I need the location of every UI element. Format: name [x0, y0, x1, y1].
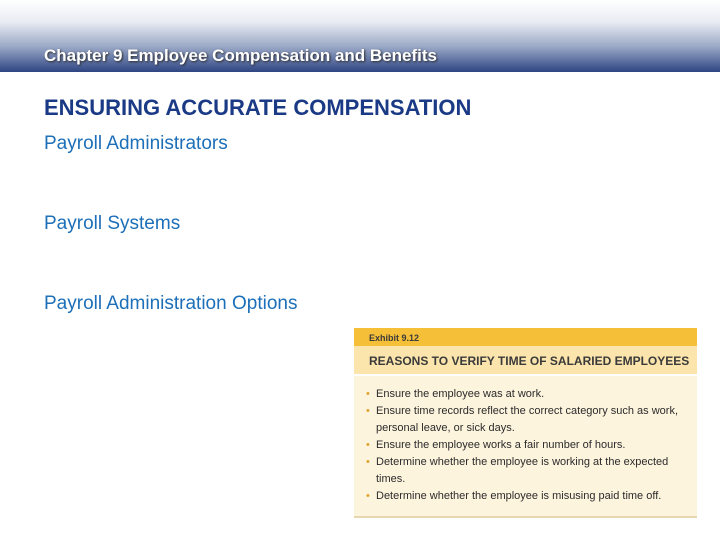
chapter-title: Chapter 9 Employee Compensation and Benefits	[44, 46, 437, 65]
bullet-icon: •	[366, 456, 370, 468]
list-item-text: Ensure the employee was at work.	[376, 388, 545, 400]
list-item-text: Determine whether the employee is working at the expected times.	[376, 456, 669, 485]
bullet-icon: •	[366, 388, 370, 400]
slide-title: ENSURING ACCURATE COMPENSATION	[44, 95, 472, 120]
list-item-text: Determine whether the employee is misusing paid time off.	[376, 490, 662, 502]
bullet-icon: •	[366, 405, 370, 417]
exhibit-label: Exhibit 9.12	[354, 328, 697, 346]
exhibit-list	[354, 376, 697, 505]
list-item	[366, 386, 687, 403]
topic-payroll-administrators: Payroll Administrators	[44, 133, 228, 154]
topic-payroll-administration-options: Payroll Administration Options	[44, 293, 298, 314]
list-item	[366, 437, 687, 454]
exhibit-box	[354, 328, 697, 518]
bullet-icon: •	[366, 490, 370, 502]
list-item-text: Ensure time records reflect the correct category such as work, personal leave, or sick days.	[376, 405, 679, 434]
bullet-icon: •	[366, 439, 370, 451]
list-item-text: Ensure the employee works a fair number of hours.	[376, 439, 626, 451]
topic-payroll-systems: Payroll Systems	[44, 213, 181, 234]
header-band	[0, 0, 720, 72]
list-item	[366, 488, 687, 505]
exhibit-heading: REASONS TO VERIFY TIME OF SALARIED EMPLOYEES	[354, 346, 697, 376]
list-item	[366, 403, 687, 437]
list-item	[366, 454, 687, 488]
